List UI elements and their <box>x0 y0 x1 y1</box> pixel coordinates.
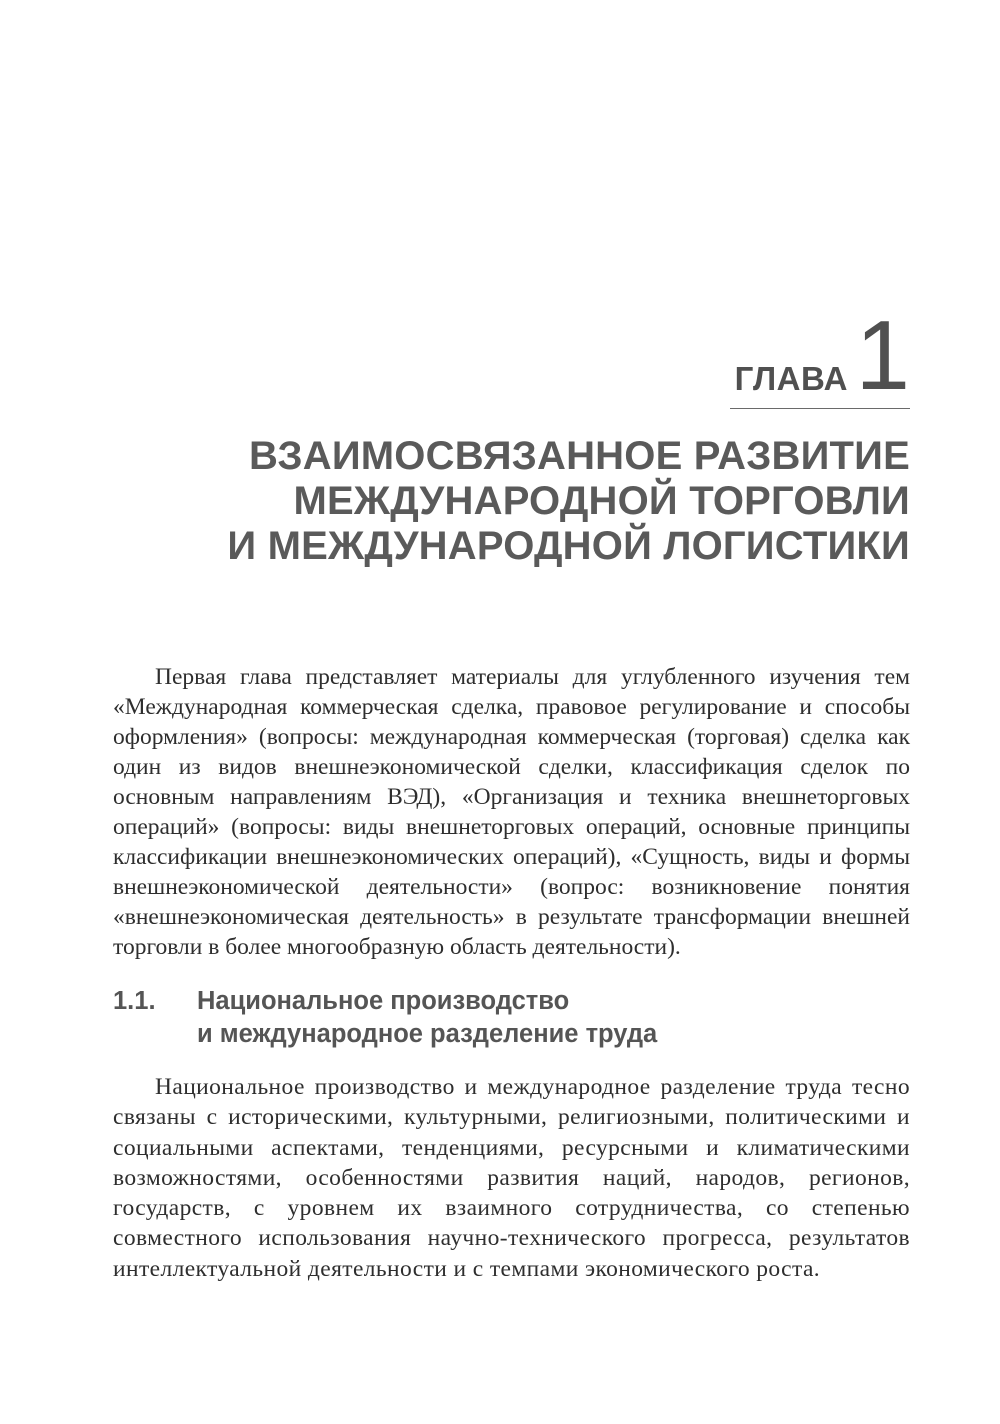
chapter-title-line: ВЗАИМОСВЯЗАННОЕ РАЗВИТИЕ <box>248 434 910 478</box>
chapter-heading <box>730 300 910 410</box>
section-number: 1.1. <box>113 987 156 1015</box>
chapter-title <box>150 434 910 569</box>
chapter-intro-text: Первая глава представляет материалы для углубленного изучения тем «Международная коммерческая сделка, правовое регулирование и способы оформления» (вопросы: международная коммерческая (торговая) сделка как один из видов внешнеэкономической сделки, классификация сделок по основным направлениям ВЭД), «Организация и техника внешнеторговых операций» (вопросы: виды внешнеторговых операций, основные принципы классификации внешнеэкономических операций), «Сущность, виды и формы внешнеэкономической деятельности» (вопрос: возникновение понятия «внешнеэкономическая деятельность» в результате трансформации внешней торговли в более многообразную область деятельности). <box>113 664 910 960</box>
section-paragraph <box>113 1072 910 1284</box>
section-title-line: Национальное производство <box>197 987 570 1015</box>
chapter-number: 1 <box>855 300 910 410</box>
chapter-label: ГЛАВА <box>734 360 848 397</box>
section-title-line: и международное разделение труда <box>197 1020 658 1048</box>
chapter-title-line: И МЕЖДУНАРОДНОЙ ЛОГИСТИКИ <box>227 524 910 568</box>
section-title <box>197 985 897 1051</box>
chapter-title-line: МЕЖДУНАРОДНОЙ ТОРГОВЛИ <box>293 479 910 523</box>
section-paragraph-text: Национальное производство и международное разделение труда тесно связаны с историческими, культурными, религиозными, политическими и социальными аспектами, тенденциями, ресурсными и климатическими возможностями, особенностями развития наций, народов, регионов, государств, с уровнем их взаимного сотрудничества, со степенью совместного использования научно-технического прогресса, результатов интеллектуальной деятельности и с темпами экономического роста. <box>113 1074 910 1282</box>
chapter-intro-paragraph <box>113 662 910 962</box>
